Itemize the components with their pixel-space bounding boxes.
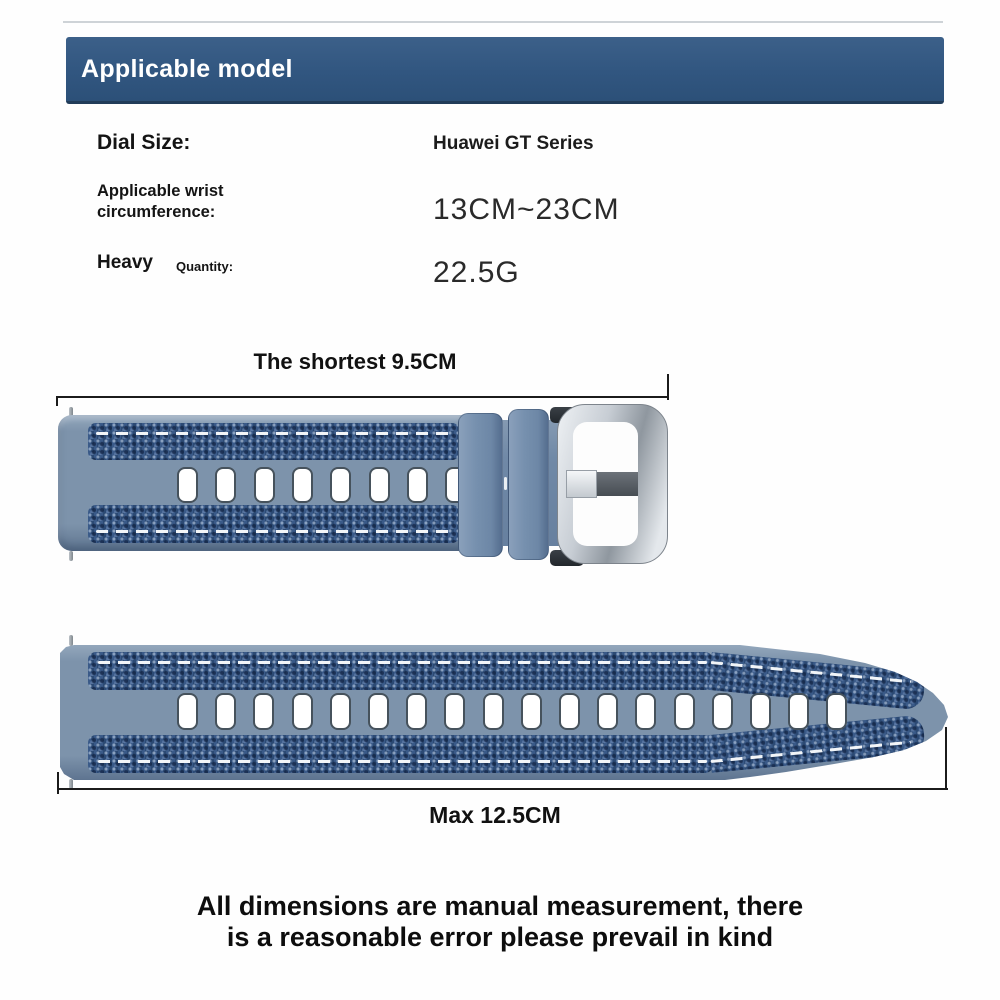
- stitch-line: [711, 741, 911, 763]
- disclaimer-line-2: is a reasonable error please prevail in kind: [226, 922, 774, 952]
- top-dimension-line: [57, 396, 669, 398]
- strap-hole: [559, 693, 580, 730]
- section-banner: [66, 37, 944, 104]
- strap-hole: [177, 467, 198, 503]
- spring-bar-pin-icon: [69, 551, 73, 561]
- bottom-dimension-tick-right: [945, 727, 947, 790]
- strap-hole: [406, 693, 427, 730]
- stitch-line: [98, 760, 707, 763]
- keeper-notch: [504, 477, 507, 490]
- strap-hole: [253, 693, 274, 730]
- strap-hole: [750, 693, 771, 730]
- texture-band-lower-taper: [708, 714, 926, 772]
- strap-hole: [215, 693, 236, 730]
- strap-hole: [369, 467, 390, 503]
- disclaimer-text: [0, 891, 1000, 953]
- strap-hole: [521, 693, 542, 730]
- strap-hole: [330, 693, 351, 730]
- disclaimer-line-1: All dimensions are manual measurement, there: [196, 891, 804, 921]
- stitch-line: [96, 432, 452, 435]
- texture-band-upper: [88, 423, 460, 460]
- strap-hole: [826, 693, 847, 730]
- strap-hole: [292, 693, 313, 730]
- wrist-circumference-value: 13CM~23CM: [433, 193, 620, 226]
- strap-hole: [407, 467, 428, 503]
- dial-size-label: Dial Size:: [97, 131, 191, 154]
- strap-hole: [788, 693, 809, 730]
- strap-hole: [712, 693, 733, 730]
- strap-hole: [483, 693, 504, 730]
- strap-hole: [292, 467, 313, 503]
- stitch-line: [98, 661, 707, 664]
- texture-band-upper-taper: [708, 652, 926, 710]
- banner-title: Applicable model: [81, 55, 293, 83]
- strap-hole: [597, 693, 618, 730]
- spring-bar-pin-icon: [69, 635, 73, 646]
- strap-hole: [444, 693, 465, 730]
- top-dimension-tick-right: [667, 374, 669, 400]
- keeper-loop-1: [458, 413, 503, 557]
- strap-hole: [215, 467, 236, 503]
- bottom-dimension-line: [58, 788, 948, 790]
- watch-strap-tail-side-image: [58, 616, 958, 796]
- buckle-pin-base: [566, 470, 597, 498]
- strap-hole: [330, 467, 351, 503]
- weight-label: Heavy: [97, 252, 153, 273]
- dial-size-value: Huawei GT Series: [433, 133, 594, 154]
- keeper-loop-2: [508, 409, 549, 560]
- texture-band-upper: [88, 652, 713, 690]
- top-dimension-label: The shortest 9.5CM: [253, 349, 457, 374]
- strap-hole: [368, 693, 389, 730]
- texture-band-lower: [88, 505, 460, 543]
- strap-hole: [254, 467, 275, 503]
- buckle-pin: [597, 472, 638, 496]
- stitch-line: [711, 661, 911, 683]
- strap-hole: [635, 693, 656, 730]
- bottom-dimension-tick-left: [57, 772, 59, 794]
- wrist-circumference-label: Applicable wrist circumference:: [97, 182, 224, 221]
- watch-strap-buckle-side-image: [58, 404, 678, 572]
- top-divider-line: [63, 21, 943, 23]
- bottom-dimension-label: Max 12.5CM: [429, 802, 561, 828]
- stitch-line: [96, 530, 452, 533]
- strap-body: [60, 645, 948, 780]
- weight-quantity-label: Quantity:: [176, 259, 234, 274]
- weight-value: 22.5G: [433, 256, 520, 289]
- texture-band-lower: [88, 735, 713, 773]
- strap-hole: [674, 693, 695, 730]
- strap-hole: [177, 693, 198, 730]
